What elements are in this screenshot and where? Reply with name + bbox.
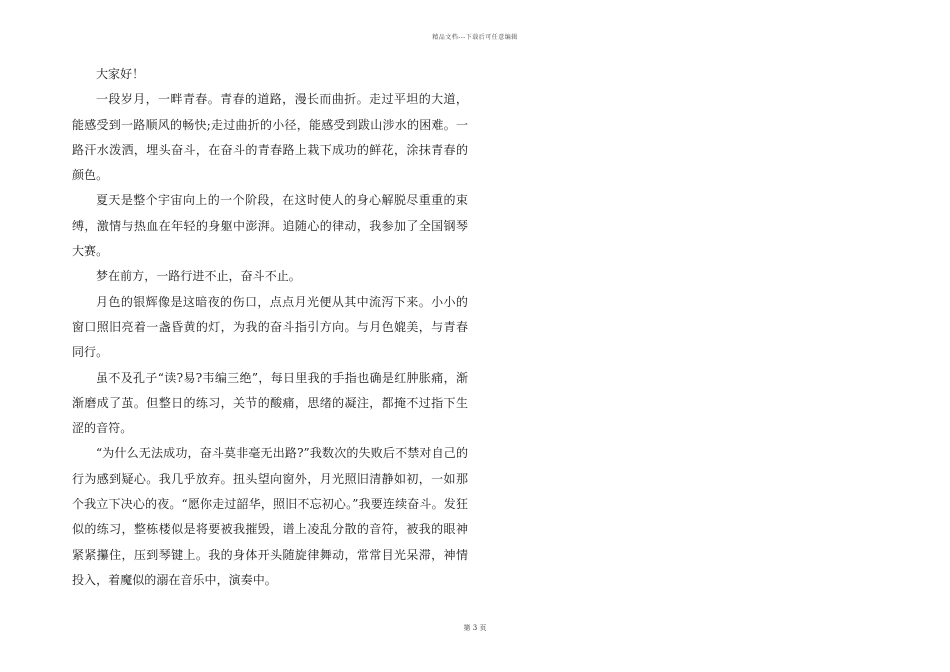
paragraph-practice: 虽不及孔子“读?易?韦编三绝”，每日里我的手指也确是红肿胀痛，渐渐磨成了茧。但整日的练习，关节的酸痛，思绪的凝注，都掩不过指下生涩的音符。	[72, 370, 468, 436]
page-header: 精品文档---下载后可任意编辑	[432, 34, 518, 41]
paragraph-moonlight: 月色的银辉像是这暗夜的伤口，点点月光便从其中流泻下来。小小的窗口照旧亮着一盏昏黄的灯，为我的奋斗指引方向。与月色媲美，与青春同行。	[72, 294, 468, 360]
paragraph-persistence: “为什么无法成功，奋斗莫非毫无出路?”我数次的失败后不禁对自己的行为感到疑心。我几乎放弃。扭头望向窗外，月光照旧清静如初，一如那个我立下决心的夜。“愿你走过韶华，照旧不忘初心。”我要连续奋斗。发狂似的练习，整栋楼似是将要被我摧毁，谱上凌乱分散的音符，被我的眼神紧紧攥住，压到琴键上。我的身体开头随旋律舞动，常常目光呆滞，神情投入，着魔似的溺在音乐中，演奏中。	[72, 446, 468, 587]
document-body	[72, 62, 468, 593]
paragraph-greeting: 大家好！	[96, 67, 145, 81]
paragraph-youth-road: 一段岁月，一畔青春。青春的道路，漫长而曲折。走过平坦的大道，能感受到一路顺风的畅快;走过曲折的小径，能感受到跋山涉水的困难。一路汗水泼洒，埋头奋斗，在奋斗的青春路上栽下成功的鲜花，涂抹青春的颜色。	[72, 92, 468, 183]
paragraph-summer: 夏天是整个宇宙向上的一个阶段，在这时使人的身心解脱尽重重的束缚，激情与热血在年轻的身躯中澎湃。追随心的律动，我参加了全国钢琴大赛。	[72, 193, 468, 259]
paragraph-dream: 梦在前方，一路行进不止，奋斗不止。	[96, 269, 301, 284]
page-number: 第 3 页	[463, 624, 487, 632]
